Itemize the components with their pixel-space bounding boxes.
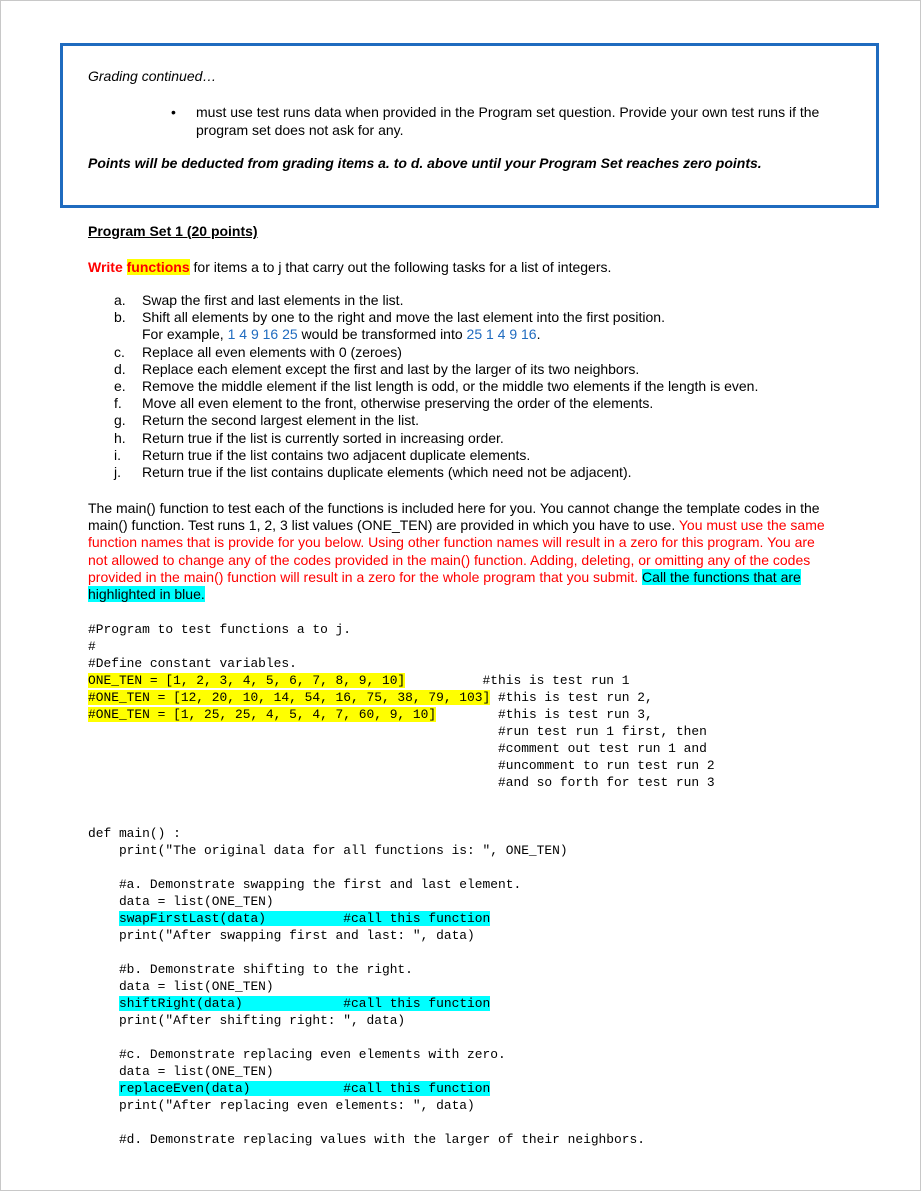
code-line xyxy=(88,1131,828,1148)
example-output: 25 1 4 9 16 xyxy=(466,326,537,343)
task-item xyxy=(114,395,834,412)
task-item xyxy=(114,447,834,464)
task-item xyxy=(114,292,834,309)
test-run-data: #ONE_TEN = [12, 20, 10, 14, 54, 16, 75, 38, 79, 103] xyxy=(88,690,491,705)
code-text: data = list(ONE_TEN) xyxy=(88,979,274,994)
code-text: def main() : xyxy=(88,826,181,841)
test-run-data: ONE_TEN = [1, 2, 3, 4, 5, 6, 7, 8, 9, 10] xyxy=(88,673,406,688)
code-text: #c. Demonstrate replacing even elements with zero. xyxy=(88,1047,506,1062)
code-text: print("After swapping first and last: ", data) xyxy=(88,928,475,943)
paragraph-highlight: Call the functions that are highlighted in blue. xyxy=(88,568,801,603)
task-example xyxy=(114,326,834,343)
code-text: print("After shifting right: ", data) xyxy=(88,1013,406,1028)
task-item xyxy=(114,361,834,378)
code-comment: #this is test run 1 xyxy=(482,673,630,688)
task-list xyxy=(114,292,834,481)
program-set-intro xyxy=(88,258,611,276)
code-text: #comment out test run 1 and xyxy=(88,741,707,756)
task-letter: f. xyxy=(114,395,122,412)
code-text: #run test run 1 first, then xyxy=(88,724,707,739)
grading-title: Grading continued… xyxy=(88,68,217,84)
example-mid: would be transformed into xyxy=(297,326,467,343)
code-line xyxy=(88,995,828,1012)
code-line xyxy=(88,655,828,672)
task-letter: h. xyxy=(114,429,126,446)
task-letter: b. xyxy=(114,309,126,326)
code-line xyxy=(88,1114,828,1131)
task-text: Replace all even elements with 0 (zeroes) xyxy=(142,343,402,360)
task-example-text xyxy=(142,326,540,343)
task-letter: d. xyxy=(114,360,126,377)
task-text: Move all even element to the front, otherwise preserving the order of the elements. xyxy=(142,395,654,412)
code-line xyxy=(88,1080,828,1097)
code-line xyxy=(88,1063,828,1080)
paragraph-text: The main() function to test each of the functions is included here for you. You cannot change the template codes in the main() function. Test runs 1, 2, 3 list values (ONE_TEN) are provided in which you have to use. xyxy=(88,500,820,534)
code-line xyxy=(88,1097,828,1114)
task-text: Shift all elements by one to the right and move the last element into the first position. xyxy=(142,309,665,326)
task-item xyxy=(114,464,834,481)
task-letter: g. xyxy=(114,412,126,429)
code-line xyxy=(88,689,828,706)
code-spacing xyxy=(405,673,482,688)
task-text: Return true if the list is currently sorted in increasing order. xyxy=(142,429,504,446)
code-line xyxy=(88,927,828,944)
code-spacing xyxy=(490,690,498,705)
code-line xyxy=(88,621,828,638)
task-letter: a. xyxy=(114,292,126,308)
task-item xyxy=(114,378,834,395)
task-text: Swap the first and last elements in the list. xyxy=(142,292,404,308)
example-input: 1 4 9 16 25 xyxy=(227,326,298,343)
code-line xyxy=(88,740,828,757)
code-indent xyxy=(88,911,119,926)
task-letter: i. xyxy=(114,446,121,463)
code-text: # xyxy=(88,639,96,654)
code-text: #Define constant variables. xyxy=(88,656,297,671)
code-text: data = list(ONE_TEN) xyxy=(88,894,274,909)
test-run-data: #ONE_TEN = [1, 25, 25, 4, 5, 4, 7, 60, 9, 10] xyxy=(88,707,437,722)
code-text: data = list(ONE_TEN) xyxy=(88,1064,274,1079)
task-item xyxy=(114,309,834,326)
code-text: #uncomment to run test run 2 xyxy=(88,758,715,773)
code-line xyxy=(88,774,828,791)
task-letter: j. xyxy=(114,463,121,480)
code-line xyxy=(88,1029,828,1046)
code-text: print("The original data for all functions is: ", ONE_TEN) xyxy=(88,843,568,858)
code-text: print("After replacing even elements: ", data) xyxy=(88,1098,475,1113)
code-line xyxy=(88,808,828,825)
code-indent xyxy=(88,1081,119,1096)
code-line xyxy=(88,791,828,808)
code-line xyxy=(88,961,828,978)
code-text: #b. Demonstrate shifting to the right. xyxy=(88,962,413,977)
intro-functions: functions xyxy=(126,259,190,275)
code-line xyxy=(88,723,828,740)
code-line xyxy=(88,859,828,876)
code-line xyxy=(88,978,828,995)
function-call: shiftRight(data) #call this function xyxy=(118,996,491,1011)
task-text: Replace each element except the first and last by the larger of its two neighbors. xyxy=(142,360,640,377)
task-text: Return true if the list contains two adjacent duplicate elements. xyxy=(142,446,531,463)
code-line xyxy=(88,876,828,893)
program-set-title: Program Set 1 (20 points) xyxy=(88,223,258,239)
task-text: Remove the middle element if the list length is odd, or the middle two elements if the length is even. xyxy=(142,377,759,394)
main-function-paragraph xyxy=(88,500,836,603)
code-line xyxy=(88,944,828,961)
intro-write: Write xyxy=(88,259,123,275)
code-text: #and so forth for test run 3 xyxy=(88,775,715,790)
code-line xyxy=(88,638,828,655)
bullet-icon: • xyxy=(171,104,176,120)
code-text: #Program to test functions a to j. xyxy=(88,622,352,637)
code-block xyxy=(88,621,828,1148)
code-line xyxy=(88,1012,828,1029)
example-after: . xyxy=(536,326,541,343)
code-text: #d. Demonstrate replacing values with the larger of their neighbors. xyxy=(88,1132,645,1147)
code-line xyxy=(88,825,828,842)
function-call: swapFirstLast(data) #call this function xyxy=(118,911,491,926)
task-item xyxy=(114,430,834,447)
task-letter: e. xyxy=(114,377,126,394)
task-item xyxy=(114,344,834,361)
grading-warning: Points will be deducted from grading items a. to d. above until your Program Set reaches zero points. xyxy=(88,155,762,171)
code-comment: #this is test run 2, xyxy=(498,690,653,705)
code-text: #a. Demonstrate swapping the first and last element. xyxy=(88,877,522,892)
task-letter: c. xyxy=(114,343,125,360)
code-spacing xyxy=(436,707,498,722)
code-comment: #this is test run 3, xyxy=(498,707,653,722)
task-text: Return true if the list contains duplicate elements (which need not be adjacent). xyxy=(142,463,632,480)
code-line xyxy=(88,757,828,774)
task-item xyxy=(114,412,834,429)
intro-rest: for items a to j that carry out the following tasks for a list of integers. xyxy=(189,259,612,275)
function-call: replaceEven(data) #call this function xyxy=(118,1081,491,1096)
code-line xyxy=(88,910,828,927)
example-before: For example, xyxy=(142,326,228,343)
grading-box xyxy=(60,43,879,208)
code-indent xyxy=(88,996,119,1011)
code-line xyxy=(88,893,828,910)
paragraph-warning: You must use the same function names that is provide for you below. Using other function names will result in a zero for this program. You are not allowed to change any of the codes provided in the main() function. Adding, deleting, or omitting any of the codes provided in the main() function will result in a zero for the whole program that you submit. xyxy=(88,517,825,585)
code-line xyxy=(88,1046,828,1063)
code-line xyxy=(88,842,828,859)
code-line xyxy=(88,672,828,689)
grading-bullet-text: must use test runs data when provided in the Program set question. Provide your own test runs if the program set does not ask for any. xyxy=(196,104,820,138)
task-text: Return the second largest element in the list. xyxy=(142,412,420,429)
code-line xyxy=(88,706,828,723)
